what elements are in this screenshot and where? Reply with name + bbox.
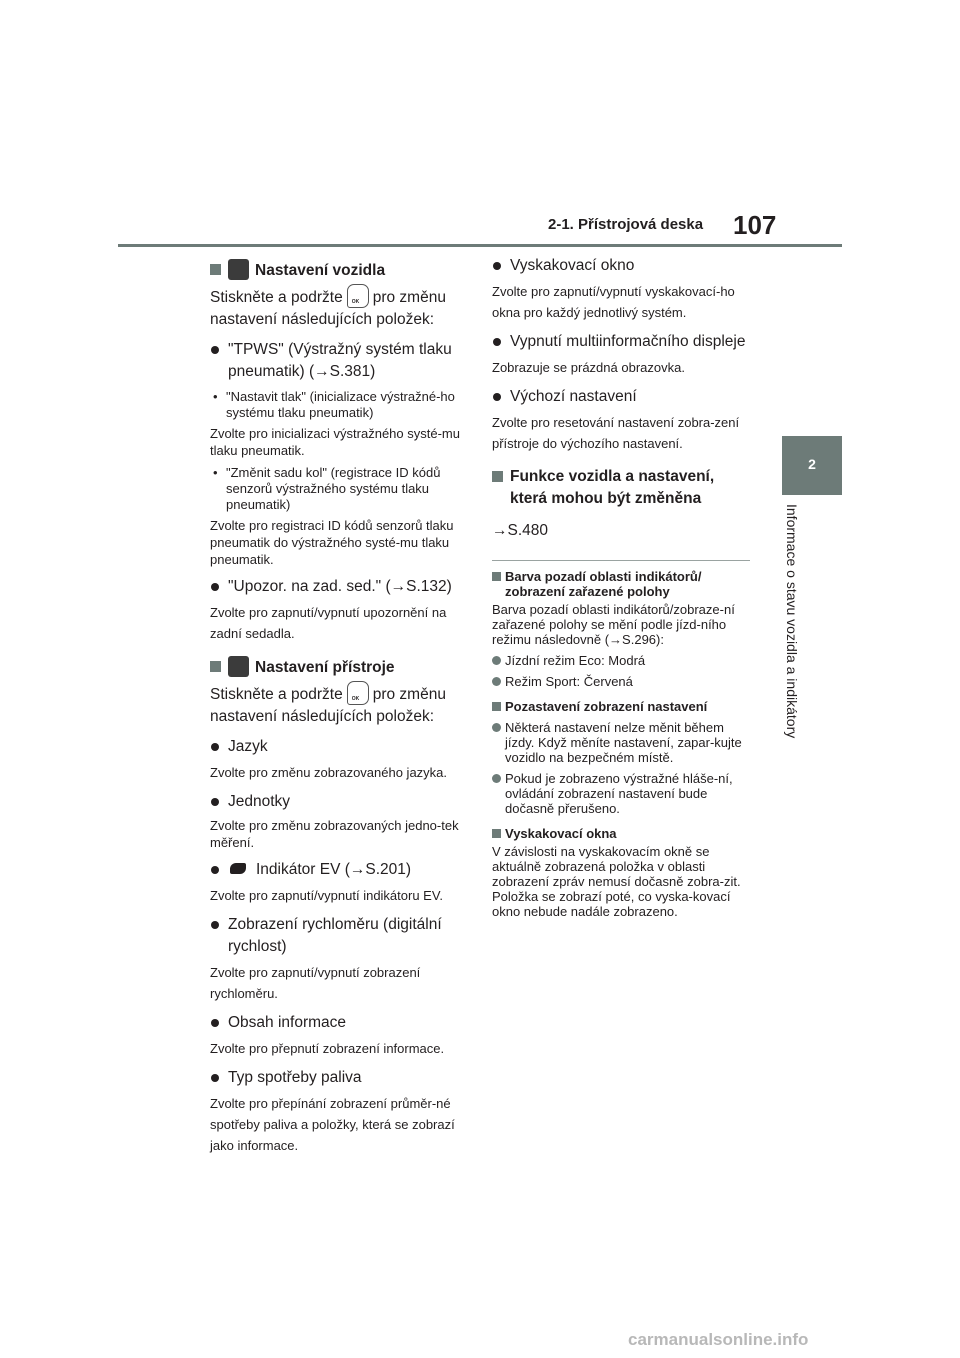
vehicle-settings-heading: Nastavení vozidla xyxy=(210,259,472,282)
ev-indicator-icon xyxy=(230,863,246,874)
right-column xyxy=(492,255,754,923)
speedometer-text: Zvolte pro zapnutí/vypnutí zobrazení rychloměru. xyxy=(210,965,421,1001)
note-background-color-heading: Barva pozadí oblasti indikátorů/ zobrazení zařazené polohy xyxy=(492,569,754,599)
note-background-color-text: Barva pozadí oblasti indikátorů/zobraze-ní zařazené polohy se mění podle jízd-ního režimu následovně (→S.296): xyxy=(492,602,735,647)
note-suspension-warning: Pokud je zobrazeno výstražné hláše-ní, ovládání zobrazení nastavení bude dočasně přerušeno. xyxy=(492,771,754,816)
language-item: Jazyk xyxy=(210,736,472,758)
info-content-text: Zvolte pro přepnutí zobrazení informace. xyxy=(210,1041,445,1056)
chapter-number: 2 xyxy=(808,456,816,472)
meter-settings-heading: Nastavení přístroje xyxy=(210,656,472,679)
tpws-item: "TPWS" (Výstražný systém tlaku pneumatik) (→S.381) xyxy=(210,339,472,383)
mid-off-item: Vypnutí multiinformačního displeje xyxy=(492,331,754,353)
change-wheel-set-item: • "Změnit sadu kol" (registrace ID kódů senzorů výstražného systému tlaku pneumatik) xyxy=(210,465,472,513)
note-suspension-heading: Pozastavení zobrazení nastavení xyxy=(492,699,754,714)
meter-settings-icon xyxy=(228,656,249,677)
header-divider xyxy=(118,244,842,247)
popup-item: Vyskakovací okno xyxy=(492,255,754,277)
ev-indicator-text: Zvolte pro zapnutí/vypnutí indikátoru EV. xyxy=(210,888,443,903)
default-settings-item: Výchozí nastavení xyxy=(492,386,754,408)
mid-off-text: Zobrazuje se prázdná obrazovka. xyxy=(492,360,685,375)
rear-seat-reminder-text: Zvolte pro zapnutí/vypnutí upozornění na zadní sedadla. xyxy=(210,605,447,641)
ev-indicator-item: Indikátor EV (→S.201) xyxy=(210,859,472,881)
note-popup-text: V závislosti na vyskakovacím okně se aktuálně zobrazená položka v oblasti zobrazení zpráv nemusí dočasně zobra-zit. Položka se zobrazí poté, co vyska-kovací okno nebude nadále zobrazeno. xyxy=(492,844,741,919)
units-text: Zvolte pro změnu zobrazovaných jedno-tek měření. xyxy=(210,818,459,850)
ok-button-icon xyxy=(347,681,369,705)
functions-reference: →S.480 xyxy=(492,522,549,539)
watermark: carmanualsonline.info xyxy=(628,1330,809,1349)
fuel-economy-text: Zvolte pro přepínání zobrazení průměr-né spotřeby paliva a položky, která se zobrazí jako informace. xyxy=(210,1096,455,1153)
meter-settings-intro: Stiskněte a podržteOK pro změnu nastavení následujících položek: xyxy=(210,681,472,728)
rear-seat-reminder-item: "Upozor. na zad. sed." (→S.132) xyxy=(210,576,472,598)
vehicle-settings-intro: Stiskněte a podržteOK pro změnu nastavení následujících položek: xyxy=(210,284,472,331)
ok-button-icon xyxy=(347,284,369,308)
units-item: Jednotky xyxy=(210,791,472,813)
language-text: Zvolte pro změnu zobrazovaného jazyka. xyxy=(210,765,448,780)
functions-heading: Funkce vozidla a nastavení, která mohou být změněna xyxy=(492,466,754,510)
notes-divider xyxy=(492,560,750,561)
set-pressure-text: Zvolte pro inicializaci výstražného systé-mu tlaku pneumatik. xyxy=(210,426,460,458)
page-number: 107 xyxy=(733,210,777,240)
note-suspension-driving: Některá nastavení nelze měnit během jízdy. Když měníte nastavení, zapar-kujte vozidlo na bezpečném místě. xyxy=(492,720,754,765)
set-pressure-item: • "Nastavit tlak" (inicializace výstražné-ho systému tlaku pneumatik) xyxy=(210,389,472,421)
note-eco-mode: Jízdní režim Eco: Modrá xyxy=(492,653,754,668)
car-settings-icon xyxy=(228,259,249,280)
popup-text: Zvolte pro zapnutí/vypnutí vyskakovací-ho okna pro každý jednotlivý systém. xyxy=(492,284,735,320)
section-title: 2-1. Přístrojová deska xyxy=(548,216,704,233)
change-wheel-set-text: Zvolte pro registraci ID kódů senzorů tlaku pneumatik do výstražného systé-mu tlaku pneumatik. xyxy=(210,518,454,567)
note-sport-mode: Režim Sport: Červená xyxy=(492,674,754,689)
speedometer-item: Zobrazení rychloměru (digitální rychlost) xyxy=(210,914,472,958)
info-content-item: Obsah informace xyxy=(210,1012,472,1034)
note-popup-heading: Vyskakovací okna xyxy=(492,826,754,841)
left-column xyxy=(210,259,472,1160)
chapter-label: Informace o stavu vozidla a indikátory xyxy=(784,504,800,739)
fuel-economy-item: Typ spotřeby paliva xyxy=(210,1067,472,1089)
default-settings-text: Zvolte pro resetování nastavení zobra-zení přístroje do výchozího nastavení. xyxy=(492,415,740,451)
